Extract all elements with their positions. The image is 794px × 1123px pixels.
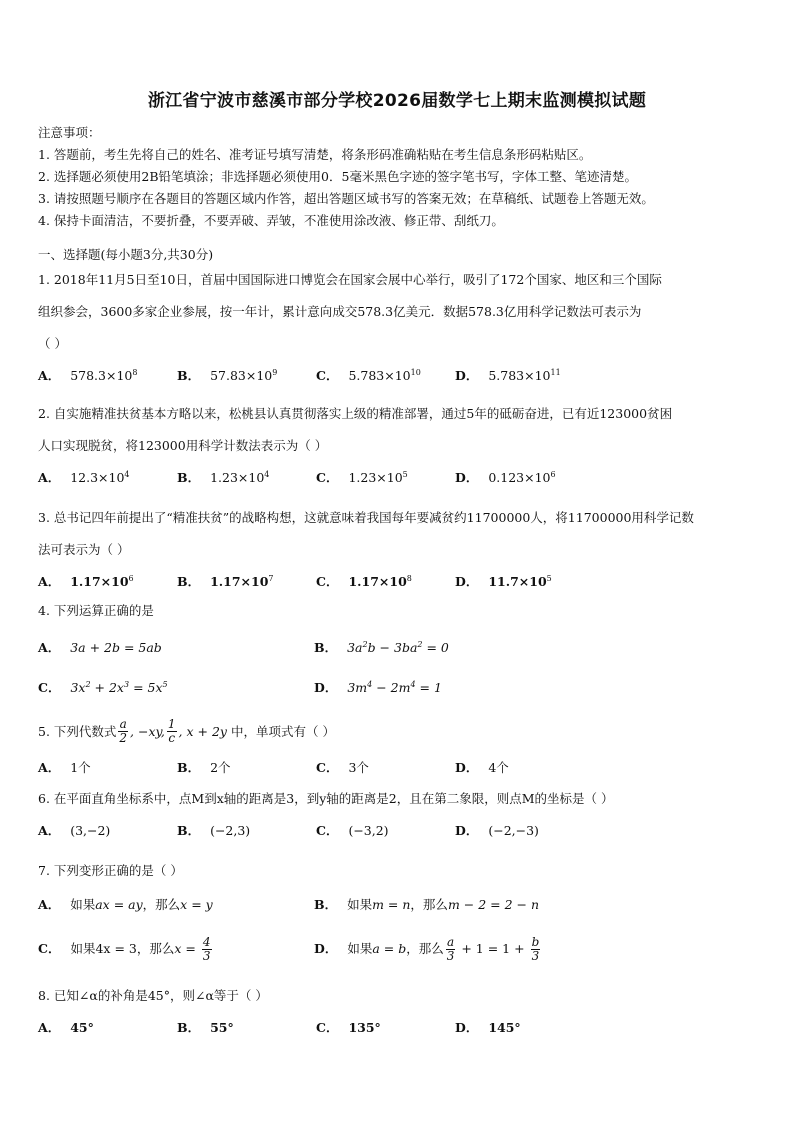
- option-label: C．: [38, 940, 61, 956]
- option-label: D．: [455, 760, 479, 775]
- question-3-options: [38, 566, 760, 596]
- option-math: m = n: [372, 897, 411, 912]
- question-2-options: [38, 462, 760, 492]
- option-value: 12.3×10: [70, 470, 125, 485]
- expr-exponent: 2: [85, 679, 91, 689]
- question-4-stem: 4. 下列运算正确的是: [38, 603, 154, 618]
- option-a[interactable]: [38, 1018, 177, 1036]
- option-label: B．: [177, 823, 201, 838]
- expr-part: 3a: [347, 640, 363, 655]
- option-b[interactable]: [177, 758, 316, 776]
- option-value: (3,−2): [70, 823, 111, 838]
- option-label: A．: [38, 760, 61, 775]
- option-b[interactable]: [177, 366, 316, 384]
- expr-exponent: 2: [417, 639, 423, 649]
- expr-exponent: 5: [162, 679, 168, 689]
- option-c[interactable]: [316, 1018, 455, 1036]
- question-8-stem: 8. 已知∠α的补角是45°，则∠α等于（ ）: [38, 988, 268, 1003]
- option-label: A．: [38, 368, 61, 383]
- option-exponent: 5: [546, 573, 552, 583]
- option-label: C．: [38, 680, 61, 695]
- option-text: 如果: [70, 897, 96, 912]
- expr-part: + 2x: [90, 680, 124, 695]
- option-value: 2个: [210, 760, 231, 775]
- option-exponent: 8: [406, 573, 412, 583]
- option-label: B．: [177, 760, 201, 775]
- option-exponent: 8: [132, 367, 138, 377]
- question-7: [38, 855, 760, 977]
- option-label: A．: [38, 574, 61, 589]
- option-a[interactable]: [38, 468, 177, 486]
- option-text: ，那么: [410, 897, 448, 912]
- notes-item: 3. 请按照题号顺序在各题目的答题区域内作答，超出答题区域书写的答案无效；在草稿纸、试题卷上答题无效。: [38, 191, 654, 206]
- expr-exponent: 2: [362, 639, 368, 649]
- option-value: 135°: [348, 1020, 381, 1035]
- option-value: 1.23×10: [348, 470, 403, 485]
- option-value: [347, 680, 442, 695]
- option-label: B．: [314, 640, 338, 655]
- option-label: A．: [38, 897, 61, 912]
- stem-text: 中，单项式有（ ）: [230, 724, 335, 739]
- option-b[interactable]: [314, 638, 590, 656]
- option-value: 1.17×10: [348, 574, 407, 589]
- fraction: [531, 936, 541, 963]
- option-label: D．: [455, 368, 479, 383]
- option-exponent: 4: [124, 469, 130, 479]
- section-heading: 一、选择题(每小题3分,共30分): [38, 247, 214, 262]
- option-math: x = y: [180, 897, 213, 912]
- question-4: [38, 595, 760, 707]
- option-d[interactable]: [455, 1018, 594, 1036]
- option-label: B．: [314, 897, 338, 912]
- question-3: [38, 502, 760, 596]
- option-label: A．: [38, 1020, 61, 1035]
- option-math: x =: [174, 940, 200, 956]
- option-value: 145°: [488, 1020, 521, 1035]
- option-value: (−2,3): [210, 823, 251, 838]
- option-label: C．: [316, 574, 339, 589]
- option-exponent: 5: [402, 469, 408, 479]
- expr-part: 3x: [70, 680, 86, 695]
- option-label: C．: [316, 823, 339, 838]
- option-math: 4x = 3: [95, 940, 137, 956]
- fraction-denominator: 3: [531, 948, 540, 963]
- option-label: D．: [455, 1020, 479, 1035]
- option-b[interactable]: [314, 895, 590, 913]
- option-c[interactable]: [316, 366, 455, 384]
- question-7-stem: 7. 下列变形正确的是（ ）: [38, 863, 183, 878]
- option-value: [347, 640, 449, 655]
- option-value: 3个: [348, 760, 369, 775]
- option-a[interactable]: [38, 366, 177, 384]
- option-label: A．: [38, 823, 61, 838]
- fraction-denominator: 2: [119, 730, 128, 745]
- option-value: 45°: [70, 1020, 94, 1035]
- fraction-numerator: 4: [202, 934, 211, 949]
- option-text: 如果: [347, 897, 373, 912]
- question-5-stem: [38, 712, 760, 750]
- option-b[interactable]: [177, 572, 316, 590]
- option-label: D．: [314, 940, 338, 956]
- fraction: [202, 936, 212, 963]
- fraction-numerator: 1: [167, 716, 176, 731]
- option-math: ax = ay: [95, 897, 143, 912]
- option-d[interactable]: [455, 366, 594, 384]
- option-value: 1.23×10: [210, 470, 265, 485]
- notes-block: [38, 122, 768, 232]
- option-text: ，那么: [136, 940, 175, 956]
- expr-part: − 2m: [372, 680, 411, 695]
- option-d[interactable]: [455, 821, 594, 839]
- question-5-options: [38, 752, 760, 782]
- option-label: D．: [314, 680, 338, 695]
- option-d[interactable]: [455, 758, 594, 776]
- notes-item: 1. 答题前，考生先将自己的姓名、准考证号填写清楚，将条形码准确粘贴在考生信息条形码粘贴区。: [38, 147, 592, 162]
- option-text: ，那么: [406, 940, 444, 956]
- question-7-options: [38, 887, 760, 921]
- question-6-stem: 6. 在平面直角坐标系中，点M到x轴的距离是3，到y轴的距离是2，且在第二象限，则点M的坐标是（ ）: [38, 791, 614, 806]
- option-exponent: 7: [268, 573, 274, 583]
- option-c[interactable]: [316, 758, 455, 776]
- option-exponent: 11: [550, 367, 561, 377]
- option-label: D．: [455, 470, 479, 485]
- option-exponent: 10: [410, 367, 421, 377]
- option-math: + 1 = 1 +: [457, 940, 529, 956]
- option-label: C．: [316, 470, 339, 485]
- option-label: A．: [38, 640, 61, 655]
- question-3-line: 3. 总书记四年前提出了“精准扶贫”的战略构想，这就意味着我国每年要减贫约11700000人，将11700000用科学记数: [38, 510, 694, 525]
- option-label: C．: [316, 1020, 339, 1035]
- option-label: D．: [455, 574, 479, 589]
- option-value: 4个: [488, 760, 509, 775]
- stem-text: 5. 下列代数式: [38, 724, 117, 739]
- question-4-options: [38, 627, 760, 667]
- stem-math: , −xy,: [130, 723, 165, 739]
- option-b[interactable]: [177, 468, 316, 486]
- fraction-numerator: a: [446, 934, 455, 949]
- expr-part: = 0: [422, 640, 449, 655]
- question-3-line: 法可表示为（ ）: [38, 542, 130, 557]
- expr-exponent: 4: [367, 679, 373, 689]
- question-6: [38, 783, 760, 845]
- question-2-line: 人口实现脱贫，将123000用科学计数法表示为（ ）: [38, 438, 328, 453]
- option-label: B．: [177, 1020, 201, 1035]
- question-8: [38, 980, 760, 1042]
- option-value: 1个: [70, 760, 91, 775]
- option-label: A．: [38, 470, 61, 485]
- question-2-line: 2. 自实施精准扶贫基本方略以来，松桃县认真贯彻落实上级的精准部署，通过5年的砥砺奋进，已有近123000贫困: [38, 406, 673, 421]
- option-exponent: 9: [272, 367, 278, 377]
- notes-item: 2. 选择题必须使用2B铅笔填涂；非选择题必须使用0．5毫米黑色字迹的签字笔书写，字体工整、笔迹清楚。: [38, 169, 637, 184]
- fraction: [118, 718, 128, 745]
- option-value: 1.17×10: [210, 574, 269, 589]
- fraction: [446, 936, 456, 963]
- option-value: 11.7×10: [488, 574, 547, 589]
- expr-exponent: 4: [410, 679, 416, 689]
- option-exponent: 4: [264, 469, 270, 479]
- question-1-line: （ ）: [38, 336, 67, 351]
- option-value: 0.123×10: [488, 470, 551, 485]
- option-value: 578.3×10: [70, 368, 133, 383]
- expr-part: = 5x: [129, 680, 163, 695]
- option-text: 如果: [70, 940, 96, 956]
- option-text: ，那么: [142, 897, 181, 912]
- fraction-denominator: 3: [202, 948, 211, 963]
- option-label: C．: [316, 368, 339, 383]
- option-d[interactable]: [455, 468, 594, 486]
- option-math: a = b: [372, 940, 407, 956]
- fraction-numerator: b: [531, 934, 540, 949]
- option-label: B．: [177, 470, 201, 485]
- page-title: 浙江省宁波市慈溪市部分学校2026届数学七上期末监测模拟试题: [147, 91, 647, 111]
- question-5: [38, 712, 760, 782]
- expr-part: b − 3ba: [367, 640, 418, 655]
- option-d[interactable]: [314, 678, 590, 696]
- option-label: B．: [177, 574, 201, 589]
- option-d[interactable]: [455, 572, 594, 590]
- option-value: 55°: [210, 1020, 234, 1035]
- question-1-options: [38, 360, 760, 390]
- option-value: 5.783×10: [348, 368, 411, 383]
- stem-math: , x + 2y: [178, 723, 227, 739]
- option-c[interactable]: [316, 468, 455, 486]
- option-value: 5.783×10: [488, 368, 551, 383]
- option-value: [70, 680, 167, 695]
- question-2: [38, 398, 760, 492]
- option-label: B．: [177, 368, 201, 383]
- option-value: (−3,2): [348, 823, 389, 838]
- option-d[interactable]: [314, 936, 590, 963]
- option-text: 如果: [347, 940, 373, 956]
- option-label: C．: [316, 760, 339, 775]
- option-b[interactable]: [177, 821, 316, 839]
- option-c[interactable]: [316, 572, 455, 590]
- option-a[interactable]: [38, 821, 177, 839]
- option-value: (−2,−3): [488, 823, 539, 838]
- question-4-options: [38, 667, 760, 707]
- option-value: 1.17×10: [70, 574, 129, 589]
- option-a[interactable]: [38, 895, 314, 913]
- fraction-denominator: 3: [446, 948, 455, 963]
- option-exponent: 6: [550, 469, 556, 479]
- fraction-numerator: a: [119, 716, 127, 731]
- option-exponent: 6: [128, 573, 134, 583]
- expr-part: = 1: [415, 680, 442, 695]
- expr-exponent: 3: [124, 679, 130, 689]
- option-c[interactable]: [38, 678, 314, 696]
- option-a[interactable]: [38, 572, 177, 590]
- expr-part: 3m: [347, 680, 368, 695]
- fraction-denominator: c: [168, 730, 176, 745]
- option-a[interactable]: [38, 638, 314, 656]
- option-c[interactable]: [38, 936, 314, 963]
- question-1-line: 组织参会，3600多家企业参展，按一年计，累计意向成交578.3亿美元．数据578.3亿用科学记数法可表示为: [38, 304, 642, 319]
- option-math: m − 2 = 2 − n: [447, 897, 540, 912]
- question-8-options: [38, 1012, 760, 1042]
- question-6-options: [38, 815, 760, 845]
- question-1-line: 1. 2018年11月5日至10日，首届中国国际进口博览会在国家会展中心举行，吸引了172个国家、地区和三个国际: [38, 272, 662, 287]
- option-b[interactable]: [177, 1018, 316, 1036]
- option-c[interactable]: [316, 821, 455, 839]
- option-a[interactable]: [38, 758, 177, 776]
- option-value: 57.83×10: [210, 368, 273, 383]
- question-1: [38, 264, 760, 390]
- fraction: [167, 718, 177, 745]
- notes-item: 4. 保持卡面清洁，不要折叠，不要弄破、弄皱，不准使用涂改液、修正带、刮纸刀。: [38, 213, 504, 228]
- notes-heading: 注意事项：: [38, 125, 101, 140]
- option-value: 3a + 2b = 5ab: [70, 640, 162, 655]
- question-7-options: [38, 921, 760, 977]
- option-label: D．: [455, 823, 479, 838]
